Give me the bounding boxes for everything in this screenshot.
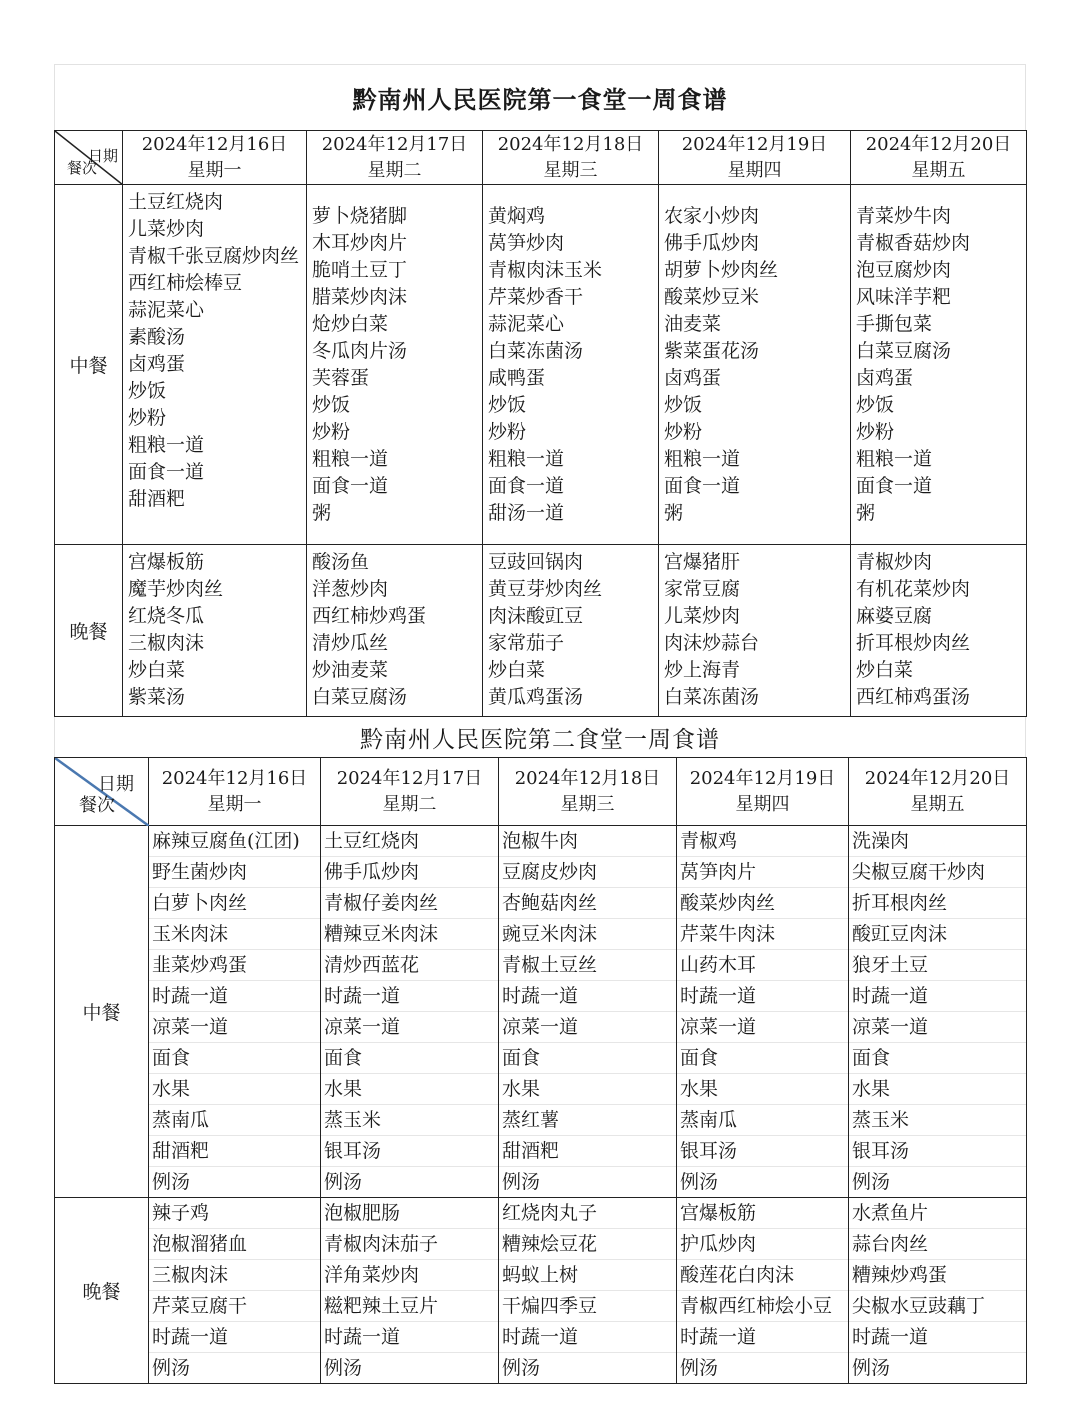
- dish-item: 芹菜炒香干: [488, 286, 584, 308]
- dish-item: 油麦菜: [664, 313, 722, 335]
- dish-cell: [499, 1198, 677, 1384]
- dish-item: 玉米肉沫: [149, 919, 320, 950]
- dish-cell: [321, 1198, 499, 1384]
- dish-item: 炒粉: [488, 421, 527, 443]
- dish-item: 粗粮一道: [128, 434, 205, 456]
- dish-item: 红烧肉丸子: [499, 1198, 676, 1229]
- dish-item: 例汤: [502, 1357, 541, 1379]
- dish-item: 家常豆腐: [664, 578, 741, 600]
- menu2-title: 黔南州人民医院第二食堂一周食谱: [54, 717, 1026, 757]
- dish-item: 清炒瓜丝: [312, 632, 389, 654]
- dish-item: 银耳汤: [677, 1136, 848, 1167]
- dish-item: 泡椒肥肠: [321, 1198, 498, 1229]
- dish-cell: [849, 826, 1027, 1198]
- dish-item: 炒油麦菜: [312, 659, 389, 681]
- dish-item: 酸菜炒肉丝: [677, 888, 848, 919]
- dish-item: 炒饭: [312, 394, 351, 416]
- dish-item: 腊菜炒肉沫: [312, 286, 408, 308]
- dish-item: 豆豉回锅肉: [488, 551, 584, 573]
- dish-item: 卤鸡蛋: [128, 353, 186, 375]
- dish-item: 时蔬一道: [849, 1322, 1026, 1353]
- dish-item: 白菜豆腐汤: [312, 686, 408, 708]
- day-header: 2024年12月17日 星期二: [307, 131, 483, 185]
- dish-item: 蒜台肉丝: [849, 1229, 1026, 1260]
- dish-item: 蒸南瓜: [149, 1105, 320, 1136]
- dish-item: 例汤: [680, 1171, 719, 1193]
- dish-item: 炒饭: [664, 394, 703, 416]
- dish-item: 水果: [499, 1074, 676, 1105]
- dish-item: 时蔬一道: [499, 1322, 676, 1353]
- dish-item: 农家小炒肉: [664, 205, 760, 227]
- dish-item: 青菜炒牛肉: [856, 205, 952, 227]
- day-header: 2024年12月19日 星期四: [659, 131, 851, 185]
- dish-item: 炒饭: [856, 394, 895, 416]
- dish-item: 青椒千张豆腐炒肉丝: [128, 245, 300, 267]
- dish-item: 青椒西红柿烩小豆: [677, 1291, 848, 1322]
- dish-item: 儿菜炒肉: [664, 605, 741, 627]
- dish-item: 紫菜汤: [128, 686, 186, 708]
- dish-item: 糟辣豆米肉沫: [321, 919, 498, 950]
- day-header: 2024年12月16日 星期一: [123, 131, 307, 185]
- dish-item: 酸莲花白肉沫: [677, 1260, 848, 1291]
- dish-item: 芹菜牛肉沫: [677, 919, 848, 950]
- dish-item: 粗粮一道: [312, 448, 389, 470]
- dish-item: 时蔬一道: [321, 1322, 498, 1353]
- dish-item: 例汤: [852, 1357, 891, 1379]
- dish-item: 芙蓉蛋: [312, 367, 370, 389]
- dish-item: 酸菜炒豆米: [664, 286, 760, 308]
- dish-item: 面食: [849, 1043, 1026, 1074]
- dish-item: 例汤: [680, 1357, 719, 1379]
- dish-item: 黄焖鸡: [488, 205, 546, 227]
- dish-item: 糍粑辣土豆片: [321, 1291, 498, 1322]
- dish-item: 青椒鸡: [677, 826, 848, 857]
- dish-item: 韭菜炒鸡蛋: [149, 950, 320, 981]
- dish-cell: [321, 826, 499, 1198]
- dish-item: 麻婆豆腐: [856, 605, 933, 627]
- dish-cell: [483, 185, 659, 545]
- dish-item: 面食一道: [312, 475, 389, 497]
- dish-item: 三椒肉沫: [149, 1260, 320, 1291]
- dish-item: 炒饭: [488, 394, 527, 416]
- dish-item: 洋角菜炒肉: [321, 1260, 498, 1291]
- dish-item: 水煮鱼片: [849, 1198, 1026, 1229]
- dish-cell: [123, 185, 307, 545]
- dish-item: 炒粉: [312, 421, 351, 443]
- dish-item: 水果: [677, 1074, 848, 1105]
- dish-item: 炒上海青: [664, 659, 741, 681]
- dinner-label: 晚餐: [55, 1198, 149, 1384]
- dish-item: 干煸四季豆: [499, 1291, 676, 1322]
- dish-cell: [123, 545, 307, 717]
- dish-item: 莴笋肉片: [677, 857, 848, 888]
- dish-item: 护瓜炒肉: [677, 1229, 848, 1260]
- dish-item: 粗粮一道: [488, 448, 565, 470]
- dish-item: 有机花菜炒肉: [856, 578, 971, 600]
- dish-item: 清炒西蓝花: [321, 950, 498, 981]
- dish-item: 例汤: [852, 1171, 891, 1193]
- day-header: 2024年12月18日 星期三: [499, 758, 677, 826]
- dish-item: 冬瓜肉片汤: [312, 340, 408, 362]
- dish-item: 洗澡肉: [849, 826, 1026, 857]
- dish-item: 萝卜烧猪脚: [312, 205, 408, 227]
- dish-item: 芹菜豆腐干: [149, 1291, 320, 1322]
- dish-item: 面食一道: [856, 475, 933, 497]
- dish-item: 例汤: [152, 1357, 191, 1379]
- dish-item: 炒粉: [856, 421, 895, 443]
- dish-item: 泡椒溜猪血: [149, 1229, 320, 1260]
- day-header: 2024年12月20日 星期五: [851, 131, 1027, 185]
- dish-item: 面食一道: [128, 461, 205, 483]
- dish-item: 粥: [312, 502, 332, 524]
- menu1-header-row: [55, 131, 1027, 185]
- dish-item: 面食: [321, 1043, 498, 1074]
- dish-item: 尖椒豆腐干炒肉: [849, 857, 1026, 888]
- menu-sheet: [54, 64, 1026, 1384]
- day-header: 2024年12月16日 星期一: [149, 758, 321, 826]
- dish-item: 例汤: [324, 1171, 363, 1193]
- menu2-header-row: [55, 758, 1027, 826]
- dish-item: 脆哨土豆丁: [312, 259, 408, 281]
- dish-item: 野生菌炒肉: [149, 857, 320, 888]
- dish-item: 面食: [149, 1043, 320, 1074]
- dish-item: 黄瓜鸡蛋汤: [488, 686, 584, 708]
- dish-item: 凉菜一道: [149, 1012, 320, 1043]
- dish-item: 凉菜一道: [677, 1012, 848, 1043]
- dish-item: 青椒肉沫茄子: [321, 1229, 498, 1260]
- dish-item: 面食: [677, 1043, 848, 1074]
- dish-item: 例汤: [502, 1171, 541, 1193]
- dish-item: 卤鸡蛋: [664, 367, 722, 389]
- dish-item: 面食: [499, 1043, 676, 1074]
- dish-item: 糟辣烩豆花: [499, 1229, 676, 1260]
- menu2-lunch-row: [55, 826, 1027, 1198]
- dish-item: 炝炒白菜: [312, 313, 389, 335]
- dish-item: 白萝卜肉丝: [149, 888, 320, 919]
- day-header: 2024年12月18日 星期三: [483, 131, 659, 185]
- dish-item: 青椒仔姜肉丝: [321, 888, 498, 919]
- dish-item: 炒白菜: [856, 659, 914, 681]
- dish-item: 红烧冬瓜: [128, 605, 205, 627]
- dish-item: 蚂蚁上树: [499, 1260, 676, 1291]
- dish-item: 西红柿炒鸡蛋: [312, 605, 427, 627]
- dish-item: 时蔬一道: [849, 981, 1026, 1012]
- dish-item: 面食一道: [488, 475, 565, 497]
- dish-item: 粥: [664, 502, 684, 524]
- dish-item: 折耳根炒肉丝: [856, 632, 971, 654]
- dish-item: 尖椒水豆豉藕丁: [849, 1291, 1026, 1322]
- dish-item: 手撕包菜: [856, 313, 933, 335]
- dish-item: 山药木耳: [677, 950, 848, 981]
- dish-item: 炒粉: [128, 407, 167, 429]
- menu1-title: 黔南州人民医院第一食堂一周食谱: [54, 64, 1026, 130]
- dish-item: 凉菜一道: [499, 1012, 676, 1043]
- dish-cell: [499, 826, 677, 1198]
- lunch-label: 中餐: [55, 826, 149, 1198]
- dish-item: 麻辣豆腐鱼(江团): [149, 826, 320, 857]
- dish-item: 木耳炒肉片: [312, 232, 408, 254]
- dish-item: 辣子鸡: [149, 1198, 320, 1229]
- dish-cell: [307, 185, 483, 545]
- dish-item: 咸鸭蛋: [488, 367, 546, 389]
- dish-item: 黄豆芽炒肉丝: [488, 578, 603, 600]
- dish-item: 豆腐皮炒肉: [499, 857, 676, 888]
- dish-item: 炒白菜: [128, 659, 186, 681]
- dish-item: 肉沫酸豇豆: [488, 605, 584, 627]
- dish-item: 时蔬一道: [149, 981, 320, 1012]
- dish-item: 狼牙土豆: [849, 950, 1026, 981]
- day-header: 2024年12月20日 星期五: [849, 758, 1027, 826]
- dish-item: 粗粮一道: [664, 448, 741, 470]
- dish-cell: [307, 545, 483, 717]
- dish-item: 家常茄子: [488, 632, 565, 654]
- dish-item: 儿菜炒肉: [128, 218, 205, 240]
- dish-item: 佛手瓜炒肉: [321, 857, 498, 888]
- dish-item: 炒白菜: [488, 659, 546, 681]
- dish-item: 土豆红烧肉: [321, 826, 498, 857]
- dish-item: 水果: [849, 1074, 1026, 1105]
- dish-item: 蒜泥菜心: [488, 313, 565, 335]
- dish-item: 时蔬一道: [499, 981, 676, 1012]
- dish-item: 炒粉: [664, 421, 703, 443]
- dish-item: 粗粮一道: [856, 448, 933, 470]
- dinner-label: 晚餐: [55, 545, 123, 717]
- dish-item: 糟辣炒鸡蛋: [849, 1260, 1026, 1291]
- dish-item: 时蔬一道: [149, 1322, 320, 1353]
- menu2-table: [54, 757, 1027, 1384]
- dish-item: 时蔬一道: [677, 1322, 848, 1353]
- dish-item: 青椒炒肉: [856, 551, 933, 573]
- dish-item: 炒饭: [128, 380, 167, 402]
- dish-item: 甜汤一道: [488, 502, 565, 524]
- dish-cell: [677, 1198, 849, 1384]
- dish-item: 粥: [856, 502, 876, 524]
- dish-item: 银耳汤: [321, 1136, 498, 1167]
- dish-item: 蒸南瓜: [677, 1105, 848, 1136]
- dish-item: 蒸玉米: [321, 1105, 498, 1136]
- dish-cell: [659, 545, 851, 717]
- dish-cell: [149, 1198, 321, 1384]
- lunch-label: 中餐: [55, 185, 123, 545]
- dish-item: 泡椒牛肉: [499, 826, 676, 857]
- dish-item: 三椒肉沫: [128, 632, 205, 654]
- dish-item: 魔芋炒肉丝: [128, 578, 224, 600]
- menu1-lunch-row: [55, 185, 1027, 545]
- menu1-corner-cell: [55, 131, 123, 185]
- dish-item: 银耳汤: [849, 1136, 1026, 1167]
- day-header: 2024年12月19日 星期四: [677, 758, 849, 826]
- corner-meal-label: 餐次: [67, 159, 98, 177]
- dish-item: 折耳根肉丝: [849, 888, 1026, 919]
- dish-item: 西红柿烩棒豆: [128, 272, 243, 294]
- dish-item: 卤鸡蛋: [856, 367, 914, 389]
- dish-item: 例汤: [152, 1171, 191, 1193]
- dish-cell: [659, 185, 851, 545]
- dish-item: 甜酒粑: [499, 1136, 676, 1167]
- dish-item: 青椒香菇炒肉: [856, 232, 971, 254]
- dish-item: 莴笋炒肉: [488, 232, 565, 254]
- dish-item: 洋葱炒肉: [312, 578, 389, 600]
- dish-item: 土豆红烧肉: [128, 191, 224, 213]
- dish-item: 例汤: [324, 1357, 363, 1379]
- dish-item: 时蔬一道: [321, 981, 498, 1012]
- dish-cell: [849, 1198, 1027, 1384]
- dish-item: 风味洋芋粑: [856, 286, 952, 308]
- dish-item: 胡萝卜炒肉丝: [664, 259, 779, 281]
- dish-item: 紫菜蛋花汤: [664, 340, 760, 362]
- dish-item: 甜酒粑: [149, 1136, 320, 1167]
- dish-item: 时蔬一道: [677, 981, 848, 1012]
- dish-cell: [851, 185, 1027, 545]
- dish-item: 蒸玉米: [849, 1105, 1026, 1136]
- dish-item: 白菜豆腐汤: [856, 340, 952, 362]
- dish-item: 酸豇豆肉沫: [849, 919, 1026, 950]
- corner-date-label: 日期: [98, 774, 134, 795]
- dish-item: 白菜冻菌汤: [664, 686, 760, 708]
- dish-item: 凉菜一道: [321, 1012, 498, 1043]
- dish-cell: [483, 545, 659, 717]
- dish-item: 佛手瓜炒肉: [664, 232, 760, 254]
- dish-item: 白菜冻菌汤: [488, 340, 584, 362]
- day-header: 2024年12月17日 星期二: [321, 758, 499, 826]
- dish-item: 肉沫炒蒜台: [664, 632, 760, 654]
- dish-item: 蒜泥菜心: [128, 299, 205, 321]
- dish-item: 水果: [149, 1074, 320, 1105]
- dish-item: 杏鲍菇肉丝: [499, 888, 676, 919]
- dish-item: 凉菜一道: [849, 1012, 1026, 1043]
- dish-item: 宫爆板筋: [677, 1198, 848, 1229]
- menu2-corner-cell: [55, 758, 149, 826]
- dish-item: 蒸红薯: [499, 1105, 676, 1136]
- corner-meal-label: 餐次: [79, 795, 115, 816]
- dish-item: 宫爆板筋: [128, 551, 205, 573]
- dish-item: 酸汤鱼: [312, 551, 370, 573]
- dish-item: 宫爆猪肝: [664, 551, 741, 573]
- dish-item: 甜酒粑: [128, 488, 186, 510]
- dish-cell: [149, 826, 321, 1198]
- dish-item: 泡豆腐炒肉: [856, 259, 952, 281]
- menu1-table: [54, 130, 1027, 717]
- dish-item: 青椒肉沫玉米: [488, 259, 603, 281]
- dish-item: 豌豆米肉沫: [499, 919, 676, 950]
- dish-item: 青椒土豆丝: [499, 950, 676, 981]
- dish-cell: [677, 826, 849, 1198]
- dish-item: 素酸汤: [128, 326, 186, 348]
- dish-item: 水果: [321, 1074, 498, 1105]
- menu2-dinner-row: [55, 1198, 1027, 1384]
- dish-item: 西红柿鸡蛋汤: [856, 686, 971, 708]
- menu1-dinner-row: [55, 545, 1027, 717]
- corner-date-label: 日期: [87, 147, 118, 165]
- dish-item: 面食一道: [664, 475, 741, 497]
- dish-cell: [851, 545, 1027, 717]
